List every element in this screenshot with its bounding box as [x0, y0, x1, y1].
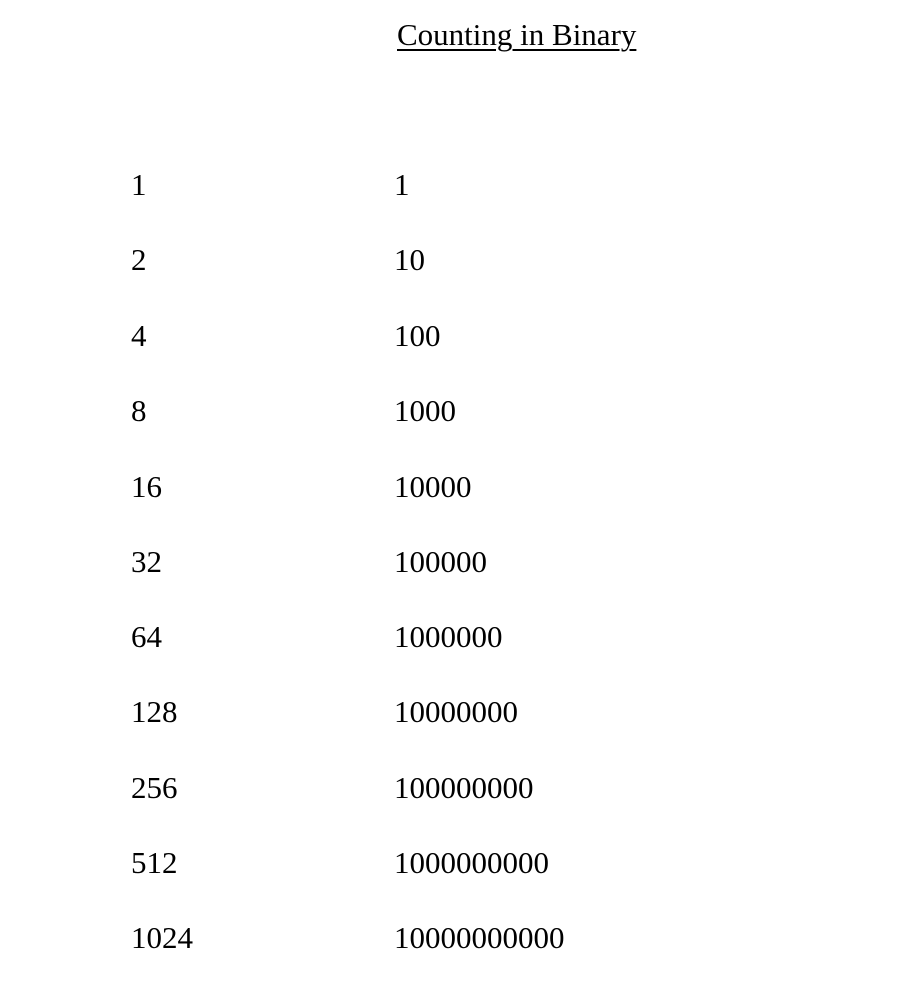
binary-value: 100: [394, 318, 441, 353]
decimal-value: 32: [131, 544, 162, 579]
decimal-value: 16: [131, 469, 162, 504]
binary-value: 100000: [394, 544, 487, 579]
table-row: [0, 240, 897, 280]
binary-value: 10: [394, 242, 425, 277]
table-row: [0, 617, 897, 657]
binary-value: 100000000: [394, 770, 534, 805]
table-row: [0, 768, 897, 808]
decimal-value: 2: [131, 242, 147, 277]
table-row: [0, 843, 897, 883]
binary-value: 1000000000: [394, 845, 549, 880]
binary-value: 10000000000: [394, 920, 565, 955]
table-row: [0, 542, 897, 582]
decimal-value: 8: [131, 393, 147, 428]
decimal-value: 1024: [131, 920, 193, 955]
binary-value: 1000: [394, 393, 456, 428]
document-title: Counting in Binary: [397, 17, 637, 52]
decimal-value: 512: [131, 845, 178, 880]
table-row: [0, 316, 897, 356]
binary-value: 10000: [394, 469, 472, 504]
decimal-value: 128: [131, 694, 178, 729]
table-row: [0, 391, 897, 431]
decimal-value: 256: [131, 770, 178, 805]
table-row: [0, 467, 897, 507]
table-row: [0, 918, 897, 958]
binary-value: 1: [394, 167, 410, 202]
table-row: [0, 692, 897, 732]
decimal-value: 4: [131, 318, 147, 353]
binary-value: 1000000: [394, 619, 503, 654]
decimal-value: 64: [131, 619, 162, 654]
table-row: [0, 165, 897, 205]
decimal-value: 1: [131, 167, 147, 202]
binary-value: 10000000: [394, 694, 518, 729]
